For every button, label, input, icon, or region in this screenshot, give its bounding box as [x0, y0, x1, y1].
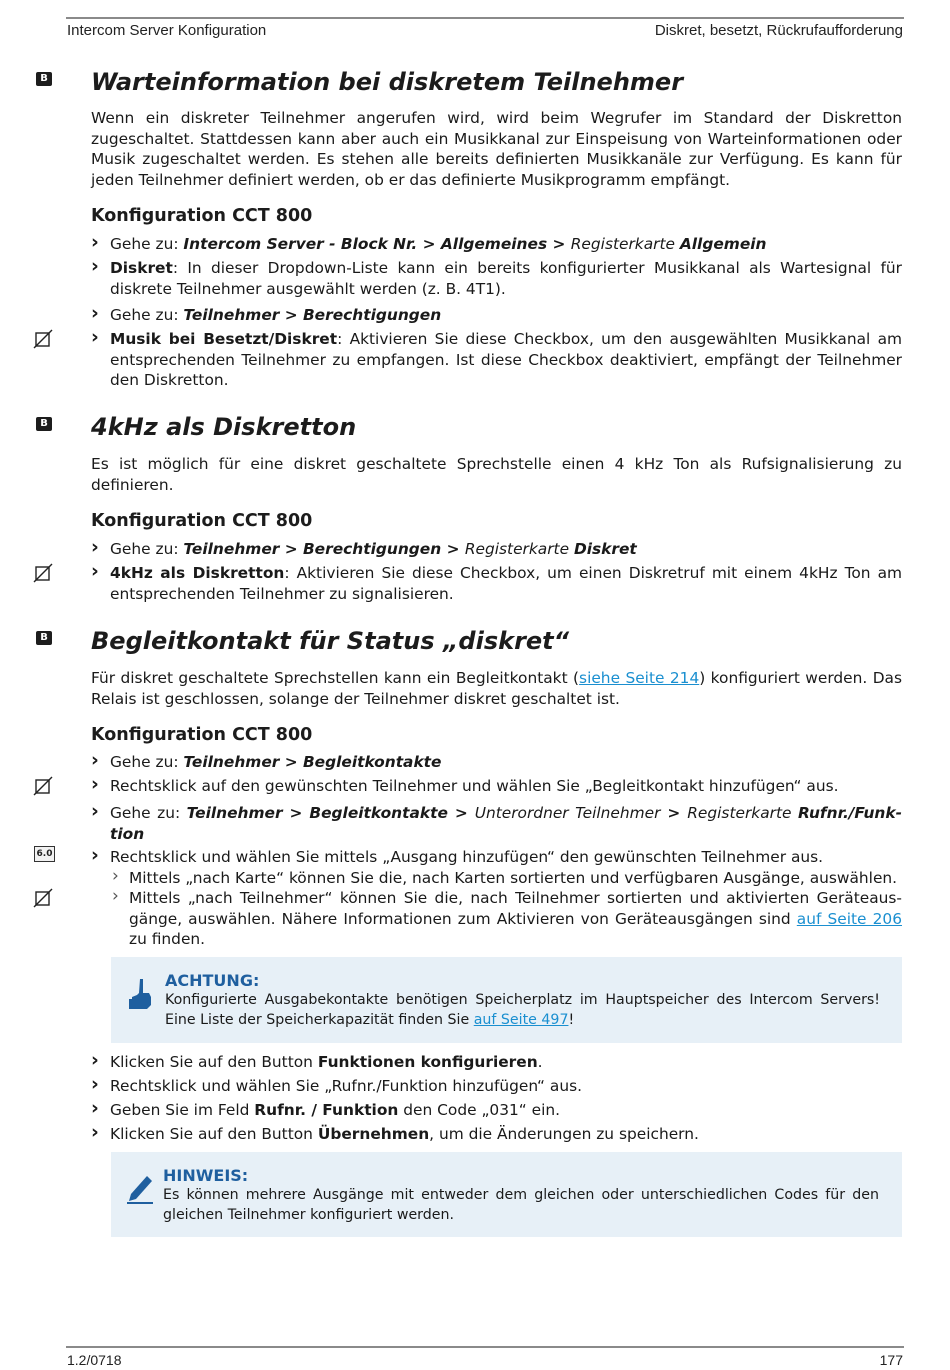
section2-step1: › Gehe zu: Teilnehmer > Berechtigungen > Registerkarte Diskret: [91, 539, 902, 560]
section1-step2: › Diskret: In dieser Dropdown-Liste kann ein bereits konfigurierter Musikkanal als Wartesignal für diskrete Teilnehmer ausgewählt werden (z. B. 4T1).: [91, 258, 902, 299]
section2-config-heading: Konfiguration CCT 800: [91, 511, 313, 531]
section1-step3: › Gehe zu: Teilnehmer > Berechtigungen: [91, 305, 902, 326]
version-badge-icon: 6.0: [34, 846, 55, 862]
section2-step2: › 4kHz als Diskretton: Aktivieren Sie diese Checkbox, um einen Diskretruf mit einem 4kHz Ton am entsprechenden Teilnehmer zu signalisieren.: [91, 563, 902, 604]
pointing-hand-icon: [129, 977, 153, 1011]
section1-paragraph: Wenn ein diskreter Teilnehmer angerufen wird, wird beim Wegrufer im Standard der Diskretton zugeschaltet. Stattdessen kann aber auch ein Musikkanal zur Einspeisung von Warteinformationen oder Musik zugeschaltet werden. Es stehen alle bereits definierten Musikkanäle zur Verfügung. Es kann für jeden Teilnehmer definiert werden, ob er das definierte Musikprogramm empfängt.: [91, 109, 902, 189]
warning-box: [111, 957, 902, 1043]
section3-step6: › Rechtsklick und wählen Sie „Rufnr./Funktion hinzufügen“ aus.: [91, 1076, 902, 1097]
header-rule: [66, 17, 904, 19]
page-link-206[interactable]: auf Seite 206: [796, 909, 902, 928]
menu-path: Teilnehmer > Begleitkontakte: [183, 753, 442, 771]
menu-path: Teilnehmer > Begleitkontakte >: [186, 804, 475, 822]
tab-name: Diskret: [573, 540, 637, 558]
button-name: Funktionen konfigurieren: [317, 1053, 538, 1071]
menu-path: Intercom Server - Block Nr. > Allgemeines >: [183, 235, 571, 253]
section-title-warteinformation: Warteinformation bei diskretem Teilnehmer: [91, 68, 684, 96]
note-text: Es können mehrere Ausgänge mit entweder dem gleichen oder unterschiedlichen Codes für den gleichen Teilnehmer konfiguriert werden.: [163, 1187, 879, 1223]
menu-path: Teilnehmer > Berechtigungen: [183, 306, 442, 324]
section-badge-icon: B: [36, 631, 52, 645]
section3-step8: › Klicken Sie auf den Button Übernehmen, um die Änderungen zu speichern.: [91, 1124, 902, 1145]
warning-title: ACHTUNG:: [165, 971, 260, 990]
page-link-214[interactable]: siehe Seite 214: [579, 669, 700, 687]
header-right: Diskret, besetzt, Rückrufaufforderung: [654, 22, 903, 39]
menu-path: Teilnehmer > Berechtigungen >: [183, 540, 465, 558]
section3-step1: › Gehe zu: Teilnehmer > Begleitkontakte: [91, 752, 902, 773]
section3-step7: › Geben Sie im Feld Rufnr. / Funktion den Code „031“ ein.: [91, 1100, 902, 1121]
checkbox-icon: [33, 888, 53, 908]
note-title: HINWEIS:: [163, 1166, 249, 1185]
button-name: Übernehmen: [317, 1125, 430, 1143]
warning-text: Konfigurierte Ausgabekontakte benötigen Speicherplatz im Hauptspeicher des Intercom Servers! Eine Liste der Speicherkapazität finden Sie auf Seite 497!: [165, 992, 880, 1028]
section3-step2: › Rechtsklick auf den gewünschten Teilnehmer und wählen Sie „Begleitkontakt hinzufügen“ aus.: [91, 776, 902, 797]
section-title-begleitkontakt: Begleitkontakt für Status „diskret“: [91, 627, 570, 655]
section3-step3: › Gehe zu: Teilnehmer > Begleitkontakte > Unterordner Teilnehmer > Registerkarte Rufnr./Funk-tion: [91, 803, 902, 844]
section-badge-icon: B: [36, 72, 52, 86]
section1-config-heading: Konfiguration CCT 800: [91, 206, 313, 226]
section3-paragraph: Für diskret geschaltete Sprechstellen kann ein Begleitkontakt (siehe Seite 214) konfiguriert werden. Das Relais ist geschlossen, solange der Teilnehmer diskret geschaltet ist.: [91, 669, 902, 708]
section2-paragraph: Es ist möglich für eine diskret geschaltete Sprechstelle einen 4 kHz Ton als Rufsignalisierung zu definieren.: [91, 455, 902, 494]
field-name: Rufnr. / Funktion: [254, 1101, 399, 1119]
page-number: 177: [879, 1352, 903, 1368]
checkbox-icon: [33, 329, 53, 349]
section3-step4: › Rechtsklick und wählen Sie mittels „Ausgang hinzufügen“ den gewünschten Teilnehmer aus.: [91, 847, 902, 868]
section-badge-icon: B: [36, 417, 52, 431]
note-box: [111, 1152, 902, 1237]
section1-step1: › Gehe zu: Intercom Server - Block Nr. > Allgemeines > Registerkarte Allgemein: [91, 234, 902, 255]
footer-rule: [66, 1346, 904, 1348]
tab-name: Allgemein: [679, 235, 767, 253]
section3-sub2: › Mittels „nach Teilnehmer“ können Sie die, nach Teilnehmer sortierten und aktivierten Geräteaus-gänge, auswählen. Nähere Informationen zum Aktivieren von Geräteausgängen sind auf Seite 206 zu finden.: [110, 888, 902, 950]
footer-version: 1.2/0718: [67, 1352, 122, 1368]
section-title-4khz: 4kHz als Diskretton: [91, 413, 357, 441]
section3-step5: › Klicken Sie auf den Button Funktionen konfigurieren.: [91, 1052, 902, 1073]
section1-step4: › Musik bei Besetzt/Diskret: Aktivieren Sie diese Checkbox, um den ausgewählten Musikkanal am entsprechenden Teilnehmer zu empfangen. Ist diese Checkbox deaktiviert, empfängt der Teilnehmer den Diskretton.: [91, 329, 902, 391]
section3-sub1: › Mittels „nach Karte“ können Sie die, nach Karten sortierten und verfügbaren Ausgänge, auswählen.: [110, 868, 902, 889]
checkbox-icon: [33, 776, 53, 796]
pencil-icon: [125, 1172, 155, 1204]
header-left: Intercom Server Konfiguration: [67, 22, 267, 39]
checkbox-icon: [33, 563, 53, 583]
section3-config-heading: Konfiguration CCT 800: [91, 725, 313, 745]
page-link-497[interactable]: auf Seite 497: [473, 1011, 569, 1028]
tab-name: Rufnr./Funk-tion: [110, 804, 903, 843]
